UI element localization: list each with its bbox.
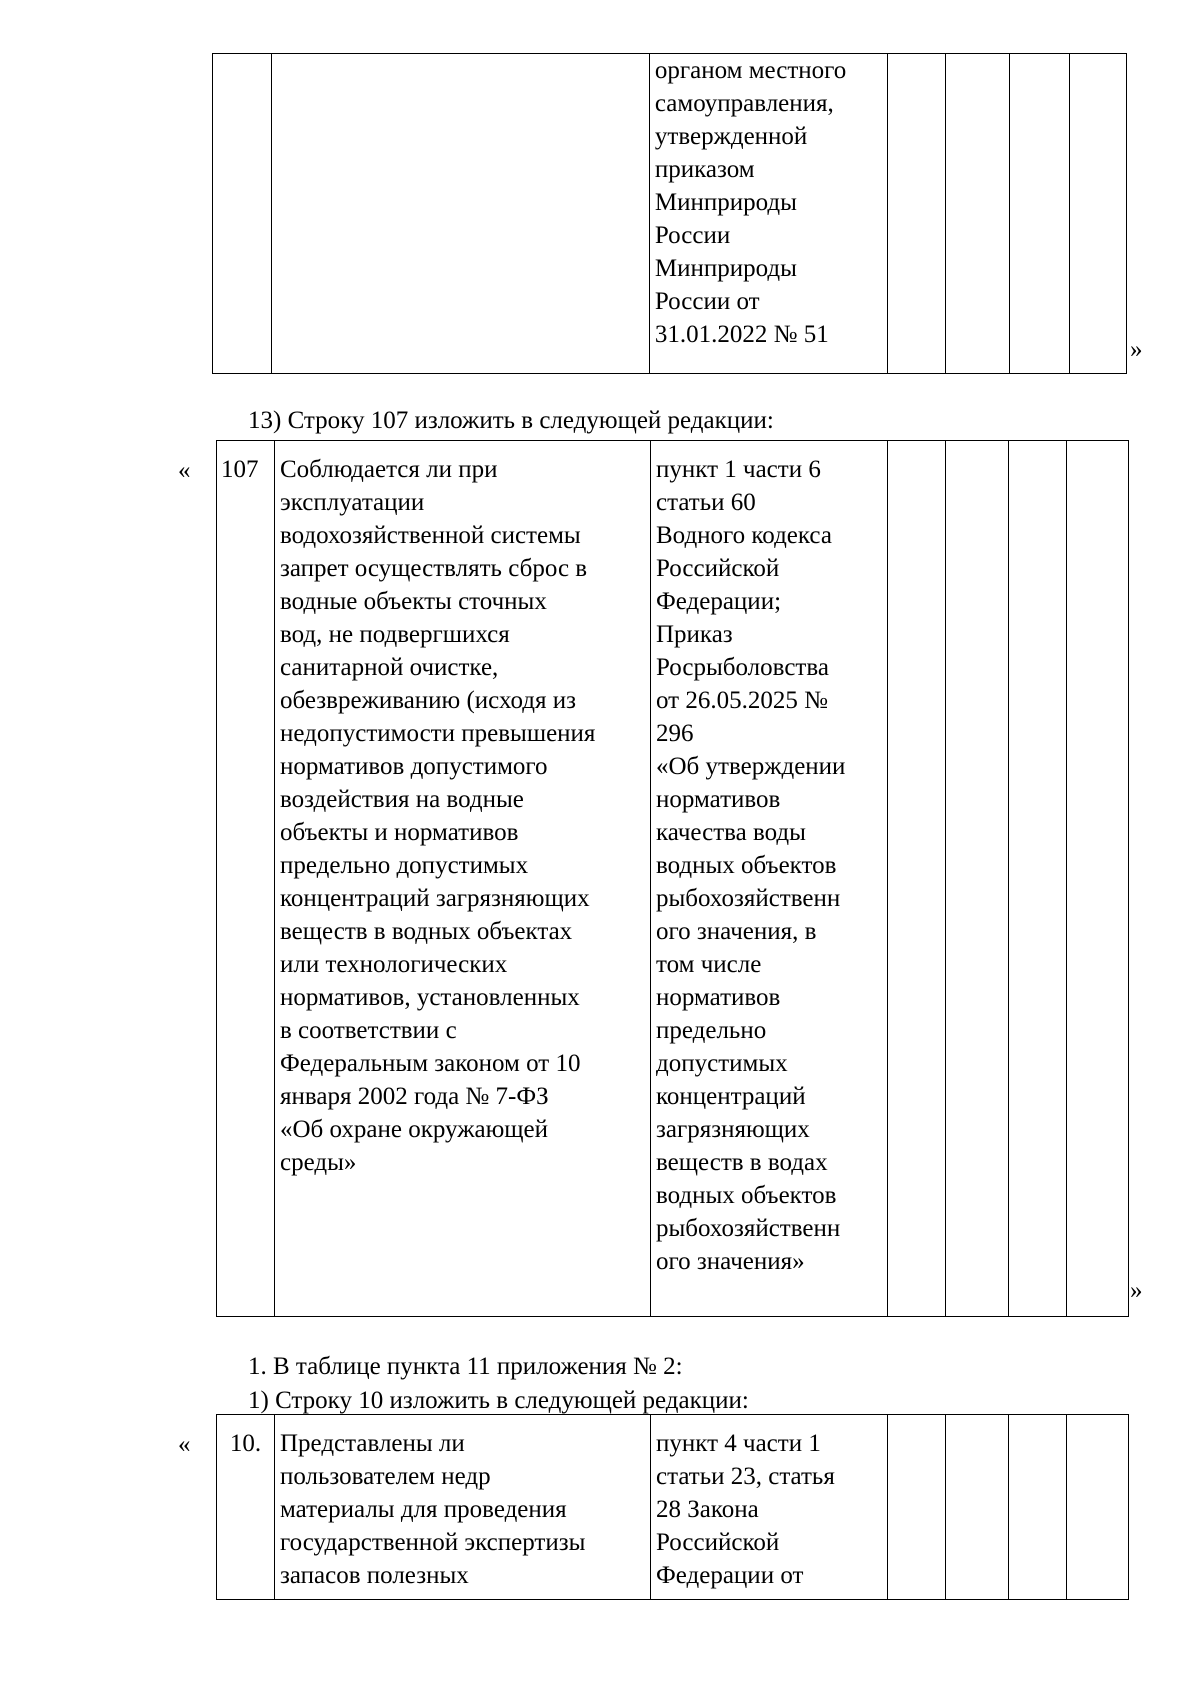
open-quote: « [178,1431,191,1458]
table-row-107 [216,440,1129,1317]
cell-num: 10. [217,1415,275,1600]
cell-empty [1067,441,1129,1317]
cell-empty [888,1415,946,1600]
cell-question: Соблюдается ли при эксплуатации водохозяйственной системы запрет осуществлять сброс в водные объекты сточных вод, не подвергшихся санитарной очистке, обезвреживанию (исходя из недопустимости превышения нормативов допустимого воздействия на водные объекты и нормативов предельно допустимых концентраций загрязняющих веществ в водных объектах или технологических нормативов, установленных в соответствии с Федеральным законом от 10 января 2002 года № 7-ФЗ «Об охране окружающей среды» [275,441,651,1317]
table-row [213,54,1127,374]
instruction-1-1: 1) Строку 10 изложить в следующей редакции: [248,1387,749,1414]
cell-reference: пункт 1 части 6 статьи 60 Водного кодекса Российской Федерации; Приказ Росрыболовства от 26.05.2025 № 296 «Об утверждении нормативов качества воды водных объектов рыбохозяйственн ого значения, в том числе нормативов предельно допустимых концентраций загрязняющих веществ в водах водных объектов рыбохозяйственн ого значения» [651,441,888,1317]
cell-reference: органом местного самоуправления, утвержденной приказом Минприроды России Минприроды России от 31.01.2022 № 51 [649,54,887,374]
cell-empty [888,441,946,1317]
cell-num: 107 [217,441,275,1317]
cell-empty [946,54,1010,374]
cell-question [272,54,650,374]
cell-empty [887,54,945,374]
cell-empty [1010,54,1069,374]
cell-question: Представлены ли пользователем недр материалы для проведения государственной экспертизы запасов полезных [275,1415,651,1600]
cell-reference: пункт 4 части 1 статьи 23, статья 28 Закона Российской Федерации от [651,1415,888,1600]
open-quote: « [178,457,191,484]
instruction-1: 1. В таблице пункта 11 приложения № 2: [248,1353,683,1380]
cell-empty [1067,1415,1129,1600]
cell-empty [1009,1415,1067,1600]
instruction-13: 13) Строку 107 изложить в следующей редакции: [248,407,774,434]
table-row-10 [216,1414,1129,1600]
cell-empty [946,441,1009,1317]
table-row [217,1415,1129,1600]
cell-empty [1009,441,1067,1317]
cell-num [213,54,272,374]
table-top [212,53,1127,374]
close-quote: » [1130,1277,1143,1304]
close-quote: » [1130,336,1143,363]
cell-empty [1069,54,1126,374]
cell-empty [946,1415,1009,1600]
table-row [217,441,1129,1317]
